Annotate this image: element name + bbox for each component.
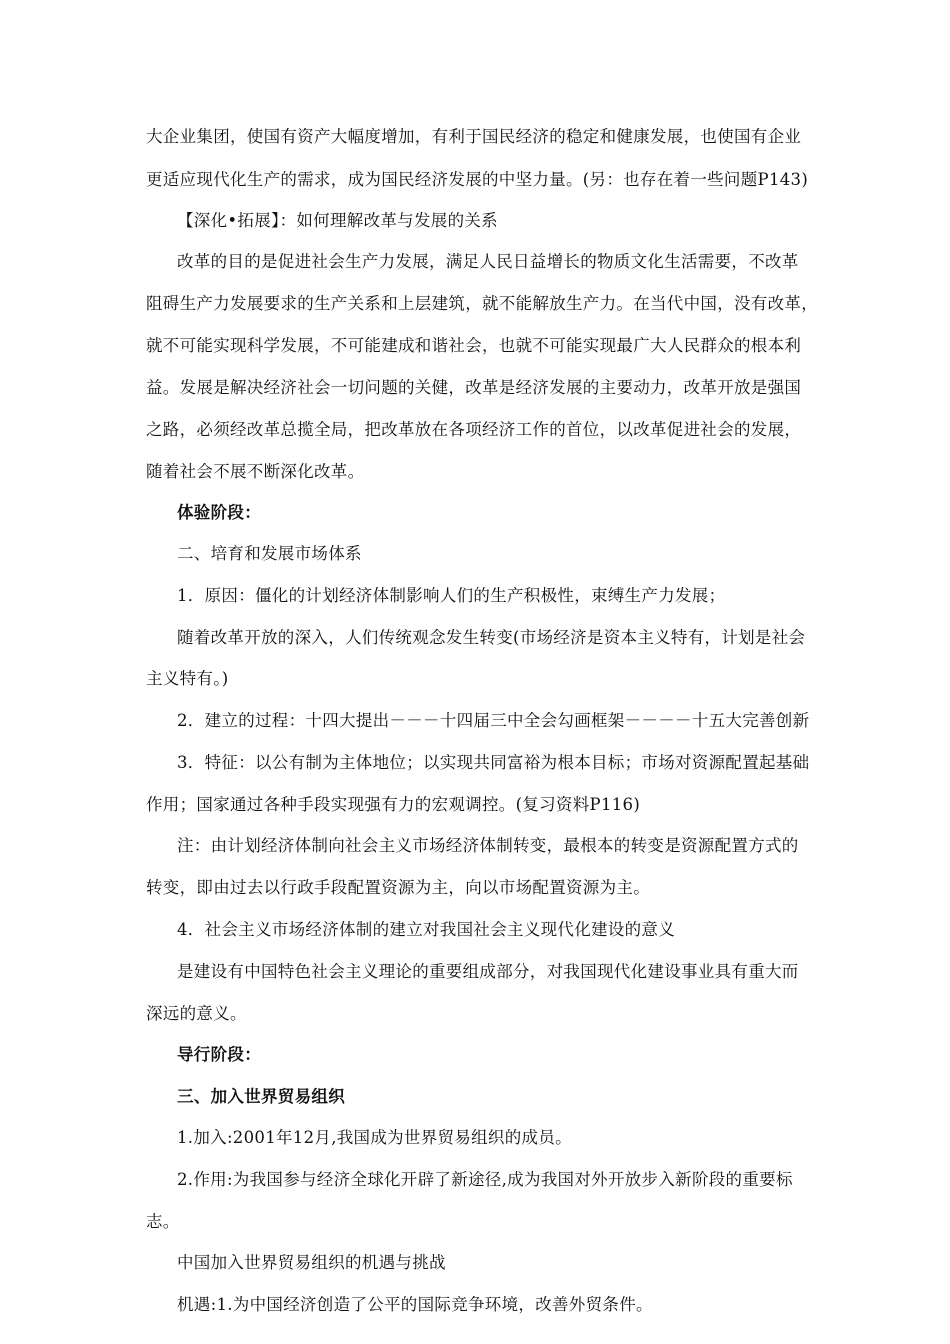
- paragraph-line: 随着社会不展不断深化改革。: [146, 462, 365, 481]
- paragraph-line: 作用；国家通过各种手段实现强有力的宏观调控。(复习资料P116): [146, 795, 641, 814]
- note-line: 注：由计划经济体制向社会主义市场经济体制转变，最根本的转变是资源配置方式的: [177, 836, 799, 855]
- paragraph-line: 志。: [146, 1212, 180, 1231]
- list-item-process: 2．建立的过程：十四大提出－－－十四届三中全会勾画框架－－－－十五大完善创新: [177, 711, 810, 730]
- paragraph-line: 益。发展是解决经济社会一切问题的关健，改革是经济发展的主要动力，改革开放是强国: [146, 378, 802, 397]
- paragraph-line: 主义特有。): [146, 669, 229, 688]
- stage-heading-experience: 体验阶段：: [177, 503, 261, 522]
- list-item-opportunity: 机遇:1.为中国经济创造了公平的国际竞争环境，改善外贸条件。: [177, 1295, 653, 1314]
- paragraph-line: 更适应现代化生产的需求，成为国民经济发展的中坚力量。(另：也存在着一些问题P143): [146, 170, 809, 189]
- list-item-join: 1.加入:2001年12月,我国成为世界贸易组织的成员。: [177, 1128, 572, 1147]
- list-item-significance: 4．社会主义市场经济体制的建立对我国社会主义现代化建设的意义: [177, 920, 675, 939]
- paragraph-line: 是建设有中国特色社会主义理论的重要组成部分，对我国现代化建设事业具有重大而: [177, 962, 799, 981]
- subheading-opportunities-challenges: 中国加入世界贸易组织的机遇与挑战: [177, 1253, 446, 1272]
- paragraph-line: 大企业集团，使国有资产大幅度增加，有利于国民经济的稳定和健康发展，也使国有企业: [146, 127, 802, 146]
- list-item-reason: 1．原因：僵化的计划经济体制影响人们的生产积极性，束缚生产力发展；: [177, 586, 726, 605]
- paragraph-line: 阻碍生产力发展要求的生产关系和上层建筑，就不能解放生产力。在当代中国，没有改革，: [146, 294, 818, 313]
- list-item-features: 3．特征：以公有制为主体地位；以实现共同富裕为根本目标；市场对资源配置起基础: [177, 753, 810, 772]
- paragraph-line: 深远的意义。: [146, 1004, 247, 1023]
- section-heading-market-system: 二、培育和发展市场体系: [177, 544, 362, 563]
- stage-heading-guide: 导行阶段：: [177, 1045, 261, 1064]
- list-item-effect: 2.作用:为我国参与经济全球化开辟了新途径,成为我国对外开放步入新阶段的重要标: [177, 1170, 793, 1189]
- paragraph-line: 改革的目的是促进社会生产力发展，满足人民日益增长的物质文化生活需要，不改革: [177, 252, 799, 271]
- paragraph-line: 随着改革开放的深入，人们传统观念发生转变(市场经济是资本主义特有，计划是社会: [177, 628, 806, 647]
- paragraph-line: 转变，即由过去以行政手段配置资源为主，向以市场配置资源为主。: [146, 878, 650, 897]
- paragraph-line: 就不可能实现科学发展，不可能建成和谐社会，也就不可能实现最广大人民群众的根本利: [146, 336, 802, 355]
- paragraph-line: 之路，必须经改革总揽全局，把改革放在各项经济工作的首位，以改革促进社会的发展，: [146, 420, 802, 439]
- section-heading-wto: 三、加入世界贸易组织: [177, 1087, 345, 1106]
- section-heading-deepen-expand: 【深化•拓展】：如何理解改革与发展的关系: [177, 211, 498, 230]
